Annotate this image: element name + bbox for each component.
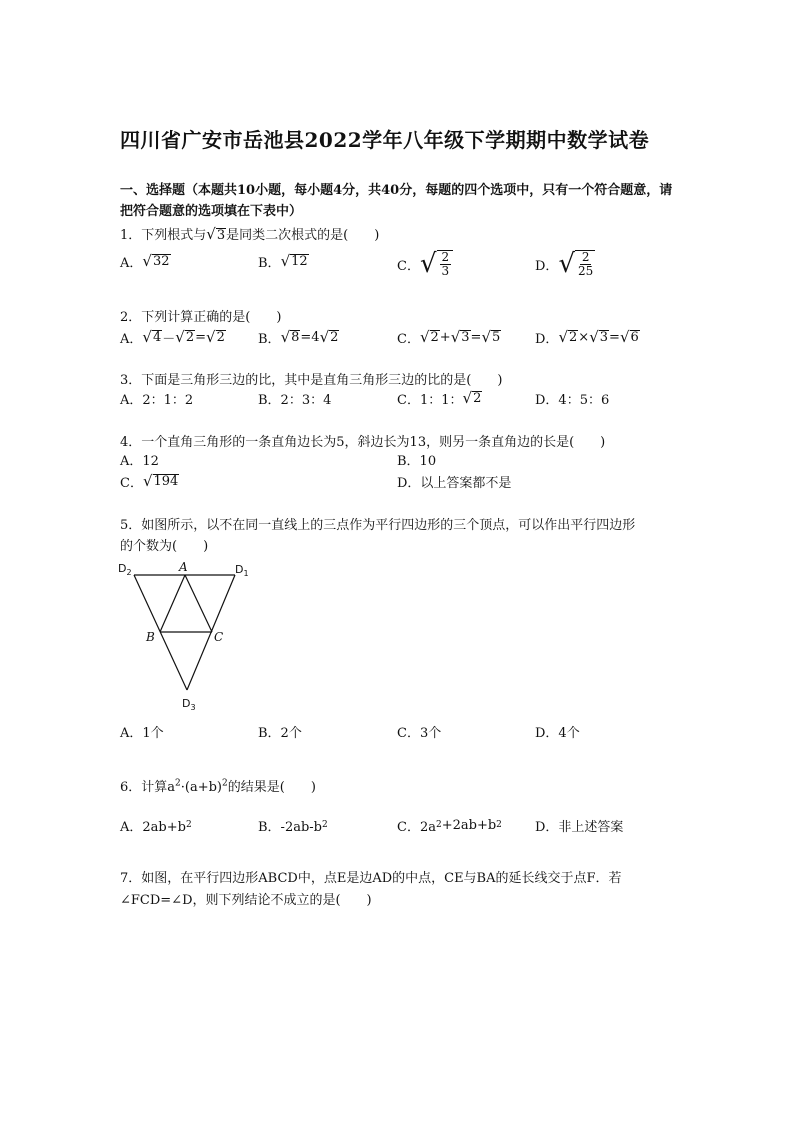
q1-stem-post: 是同类二次根式的是( ) [226, 228, 380, 243]
q1-option-d[interactable]: D． √ $\frac{2}{25}$ [535, 249, 594, 279]
q5-option-b[interactable]: B．2个 [258, 725, 302, 741]
fraction: $\frac{2}{25}$ [578, 250, 594, 278]
question-7-line1: 7．如图，在平行四边形ABCD中，点E是边AD的中点，CE与BA的延长线交于点F．若 [120, 871, 622, 886]
q3-option-d[interactable]: D．4：5：6 [535, 392, 610, 408]
question-4-options-row1 [120, 448, 680, 470]
q3-option-a[interactable]: A．2：1：2 [120, 392, 194, 408]
sqrt-sign: √ [206, 225, 216, 243]
q4-option-b[interactable]: B．10 [397, 453, 437, 469]
question-5-stem-line2: 的个数为( ) [120, 539, 209, 554]
q1-option-a[interactable]: A． √ 32 [120, 252, 170, 271]
q4-option-d[interactable]: D．以上答案都不是 [397, 475, 512, 491]
question-5-options [120, 718, 680, 744]
sqrt-sign: √ [142, 252, 152, 270]
q6-option-a[interactable]: A．2ab+b 2 [120, 819, 192, 835]
exam-title: 四川省广安市岳池县2022学年八年级下学期期中数学试卷 [120, 128, 650, 152]
q6-option-c[interactable]: C．2a 2 +2ab+b 2 [397, 817, 502, 835]
question-1-stem [120, 224, 379, 243]
q4-option-c[interactable]: C． √ 194 [120, 472, 179, 491]
q1-stem-radicand: 3 [216, 228, 226, 243]
question-5-stem-line1: 5．如图所示，以不在同一直线上的三点作为平行四边形的三个顶点，可以作出平行四边形 [120, 518, 636, 533]
q1-option-b[interactable]: B． √ 12 [258, 252, 308, 271]
q3-option-b[interactable]: B．2：3：4 [258, 392, 332, 408]
q1-option-c[interactable]: C． √ $\frac{2}{3}$ [397, 246, 453, 282]
q3-option-c[interactable]: C．1：1： √ 2 [397, 389, 482, 408]
fraction: $\frac{2}{3}$ [441, 250, 450, 278]
sqrt-sign: √ [280, 252, 291, 270]
label-d1: $D_1$ [235, 563, 249, 578]
q2-option-b[interactable]: B． √ 8 =4 √ 2 [258, 328, 339, 347]
q6-option-d[interactable]: D．非上述答案 [535, 819, 624, 835]
q5-option-a[interactable]: A．1个 [120, 725, 164, 741]
q6-option-b[interactable]: B．-2ab-b 2 [258, 819, 328, 835]
section-heading: 一、选择题（本题共10小题，每小题4分，共40分，每题的四个选项中，只有一个符合题意，请把符合题意的选项填在下表中） [120, 183, 673, 219]
question-2-stem: 2．下列计算正确的是( ) [120, 310, 282, 325]
q2-option-d[interactable]: D． √ 2 × √ 3 = √ 6 [535, 328, 639, 347]
question-4-options-row2 [120, 468, 680, 494]
triangle-diagram [112, 560, 262, 720]
label-d3: $D_3$ [182, 697, 196, 712]
question-4-stem: 4．一个直角三角形的一条直角边长为5，斜边长为13，则另一条直角边的长是( ) [120, 435, 606, 450]
q2-option-a[interactable]: A． √ 4 － √ 2 = √ 2 [120, 328, 225, 347]
question-2-options [120, 324, 680, 350]
q2-option-c[interactable]: C． √ 2 + √ 3 = √ 5 [397, 328, 501, 347]
parallelogram-figure [112, 560, 262, 720]
label-b: B [146, 630, 155, 644]
question-3-stem: 3．下面是三角形三边的比，其中是直角三角形三边的比的是( ) [120, 373, 503, 388]
question-7-line2: ∠FCD=∠D，则下列结论不成立的是( ) [120, 893, 372, 908]
sqrt-sign: √ [419, 249, 437, 279]
question-3-options [120, 385, 680, 411]
label-a: A [179, 560, 188, 574]
q1-stem-pre: 1．下列根式与 [120, 228, 207, 243]
question-6-stem: 6．计算$a^2\cdot(a+b)^2$的结果是( ) [120, 778, 316, 795]
q5-option-d[interactable]: D．4个 [535, 725, 580, 741]
q4-option-a[interactable]: A．12 [120, 453, 159, 469]
sqrt-sign: √ [558, 249, 576, 279]
question-1-options [120, 246, 680, 282]
segment-a-b [160, 575, 185, 632]
segment-a-c [185, 575, 212, 632]
label-d2: $D_2$ [118, 562, 132, 577]
label-c: C [214, 630, 224, 644]
q5-option-c[interactable]: C．3个 [397, 725, 442, 741]
question-6-options [120, 812, 680, 838]
